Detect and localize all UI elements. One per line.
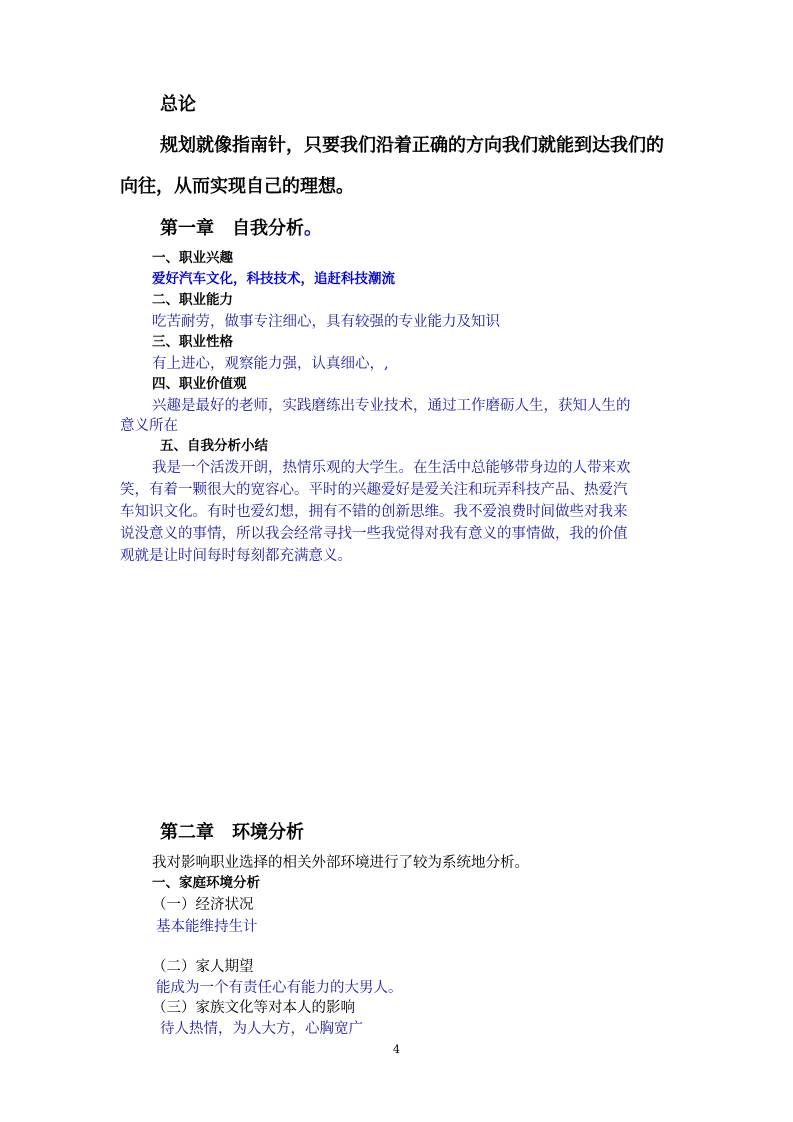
- summary-line-4: 说没意义的事情，所以我会经常寻找一些我觉得对我有意义的事情做，我的价值: [120, 526, 628, 542]
- overview-line-1: 规划就像指南针，只要我们沿着正确的方向我们就能到达我们的: [160, 135, 664, 156]
- section-interest-text: 爱好汽车文化，科技技术，追赶科技潮流: [152, 271, 395, 287]
- section-values-heading: 四、职业价值观: [152, 376, 247, 392]
- chapter2-title: 第二章 环境分析: [160, 822, 304, 843]
- section-values-text-1: 兴趣是最好的老师，实践磨练出专业技术，通过工作磨砺人生，获知人生的: [152, 398, 631, 414]
- economic-status-heading: （一）经济状况: [152, 897, 254, 913]
- summary-line-1: 我是一个活泼开朗，热情乐观的大学生。在生活中总能够带身边的人带来欢: [152, 460, 631, 476]
- summary-line-3: 车知识文化。有时也爱幻想，拥有不错的创新思维。我不爱浪费时间做些对我来: [120, 504, 628, 520]
- overview-line-2: 向往，从而实现自己的理想。: [120, 176, 354, 197]
- section-summary-heading: 五、自我分析小结: [160, 438, 268, 454]
- section-interest-heading: 一、职业兴趣: [152, 250, 233, 266]
- chapter2-intro: 我对影响职业选择的相关外部环境进行了较为系统地分析。: [152, 855, 529, 871]
- section-ability-text: 吃苦耐劳，做事专注细心，具有较强的专业能力及知识: [152, 314, 500, 330]
- family-culture-text: 待人热情，为人大方，心胸宽广: [160, 1021, 363, 1037]
- family-expectation-text: 能成为一个有责任心有能力的大男人。: [156, 980, 403, 996]
- section-ability-heading: 二、职业能力: [152, 292, 233, 308]
- chapter1-title: [160, 220, 322, 238]
- family-expectation-heading: （二）家人期望: [152, 959, 254, 975]
- family-environment-heading: 一、家庭环境分析: [152, 875, 260, 891]
- section-values-text-2: 意义所在: [120, 418, 178, 434]
- chapter1-title-text: 第一章 自我分析: [160, 218, 304, 239]
- summary-line-2: 笑，有着一颗很大的宽容心。平时的兴趣爱好是爱关注和玩弄科技产品、热爱汽: [120, 482, 628, 498]
- family-culture-heading: （三）家族文化等对本人的影响: [152, 1000, 355, 1016]
- economic-status-text: 基本能维持生计: [156, 919, 258, 935]
- section-personality-text: 有上进心，观察能力强，认真细心，,: [152, 356, 389, 372]
- page-number: 4: [393, 1043, 400, 1056]
- summary-line-5: 观就是让时间每时每刻都充满意义。: [120, 548, 352, 564]
- chapter1-title-mark: 。: [304, 218, 322, 239]
- section-personality-heading: 三、职业性格: [152, 334, 233, 350]
- overview-heading: 总论: [160, 94, 196, 115]
